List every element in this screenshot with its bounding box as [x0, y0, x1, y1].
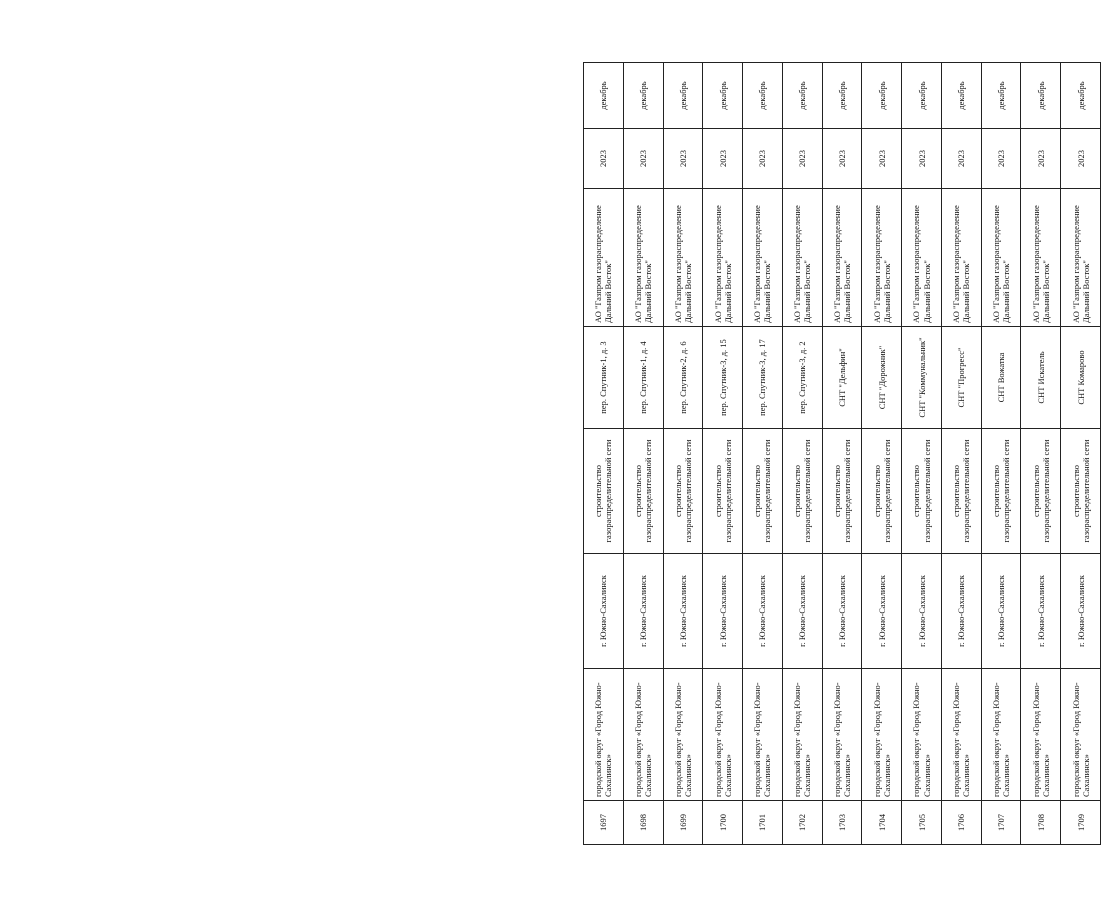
table-row: [782, 63, 822, 845]
municipality-cell: городской округ «Город Южно-Сахалинск»: [981, 669, 1021, 801]
month-cell: декабрь: [703, 63, 743, 129]
organization-cell: АО "Газпром газораспределение Дальний Восток": [663, 189, 703, 327]
city-cell: г. Южно-Сахалинск: [623, 554, 663, 669]
year-cell: 2023: [862, 129, 902, 189]
address-cell: пер. Спутник-3, д. 2: [782, 327, 822, 429]
row-number: 1702: [782, 801, 822, 845]
table-row: [663, 63, 703, 845]
month-cell: декабрь: [743, 63, 783, 129]
address-cell: СНТ "Дорожник": [862, 327, 902, 429]
row-number: 1700: [703, 801, 743, 845]
table-row: [862, 63, 902, 845]
address-cell: СНТ Комарово: [1061, 327, 1101, 429]
address-cell: СНТ Вожатка: [981, 327, 1021, 429]
row-number: 1709: [1061, 801, 1101, 845]
city-cell: г. Южно-Сахалинск: [584, 554, 624, 669]
address-cell: СНТ "Прогресс": [941, 327, 981, 429]
organization-cell: АО "Газпром газораспределение Дальний Восток": [623, 189, 663, 327]
address-cell: СНТ Искатель: [1021, 327, 1061, 429]
work-type-cell: строительство газораспределительной сети: [941, 429, 981, 554]
municipality-cell: городской округ «Город Южно-Сахалинск»: [584, 669, 624, 801]
table-row: [623, 63, 663, 845]
table-row: [743, 63, 783, 845]
gasification-schedule-table: [583, 62, 1101, 845]
city-cell: г. Южно-Сахалинск: [663, 554, 703, 669]
organization-cell: АО "Газпром газораспределение Дальний Восток": [941, 189, 981, 327]
municipality-cell: городской округ «Город Южно-Сахалинск»: [1061, 669, 1101, 801]
row-number: 1708: [1021, 801, 1061, 845]
row-number: 1706: [941, 801, 981, 845]
work-type-cell: строительство газораспределительной сети: [663, 429, 703, 554]
organization-cell: АО "Газпром газораспределение Дальний Восток": [782, 189, 822, 327]
work-type-cell: строительство газораспределительной сети: [981, 429, 1021, 554]
month-cell: декабрь: [822, 63, 862, 129]
year-cell: 2023: [1021, 129, 1061, 189]
month-cell: декабрь: [663, 63, 703, 129]
address-cell: пер. Спутник-3, д. 15: [703, 327, 743, 429]
work-type-cell: строительство газораспределительной сети: [782, 429, 822, 554]
organization-cell: АО "Газпром газораспределение Дальний Восток": [981, 189, 1021, 327]
city-cell: г. Южно-Сахалинск: [862, 554, 902, 669]
work-type-cell: строительство газораспределительной сети: [1061, 429, 1101, 554]
work-type-cell: строительство газораспределительной сети: [822, 429, 862, 554]
address-cell: пер. Спутник-2, д. 6: [663, 327, 703, 429]
work-type-cell: строительство газораспределительной сети: [902, 429, 942, 554]
year-cell: 2023: [782, 129, 822, 189]
table-row: [981, 63, 1021, 845]
city-cell: г. Южно-Сахалинск: [703, 554, 743, 669]
address-cell: пер. Спутник-1, д. 4: [623, 327, 663, 429]
row-number: 1697: [584, 801, 624, 845]
organization-cell: АО "Газпром газораспределение Дальний Восток": [743, 189, 783, 327]
municipality-cell: городской округ «Город Южно-Сахалинск»: [1021, 669, 1061, 801]
month-cell: декабрь: [941, 63, 981, 129]
table-row: [584, 63, 624, 845]
table-row: [1061, 63, 1101, 845]
month-cell: декабрь: [1021, 63, 1061, 129]
year-cell: 2023: [584, 129, 624, 189]
table-body: [584, 63, 1101, 845]
row-number: 1704: [862, 801, 902, 845]
municipality-cell: городской округ «Город Южно-Сахалинск»: [743, 669, 783, 801]
year-cell: 2023: [902, 129, 942, 189]
city-cell: г. Южно-Сахалинск: [1061, 554, 1101, 669]
city-cell: г. Южно-Сахалинск: [1021, 554, 1061, 669]
row-number: 1705: [902, 801, 942, 845]
work-type-cell: строительство газораспределительной сети: [584, 429, 624, 554]
year-cell: 2023: [663, 129, 703, 189]
city-cell: г. Южно-Сахалинск: [822, 554, 862, 669]
municipality-cell: городской округ «Город Южно-Сахалинск»: [663, 669, 703, 801]
work-type-cell: строительство газораспределительной сети: [862, 429, 902, 554]
table-row: [941, 63, 981, 845]
municipality-cell: городской округ «Город Южно-Сахалинск»: [941, 669, 981, 801]
organization-cell: АО "Газпром газораспределение Дальний Восток": [584, 189, 624, 327]
organization-cell: АО "Газпром газораспределение Дальний Восток": [902, 189, 942, 327]
address-cell: СНТ "Дельфин": [822, 327, 862, 429]
address-cell: пер. Спутник-1, д. 3: [584, 327, 624, 429]
city-cell: г. Южно-Сахалинск: [743, 554, 783, 669]
work-type-cell: строительство газораспределительной сети: [1021, 429, 1061, 554]
municipality-cell: городской округ «Город Южно-Сахалинск»: [822, 669, 862, 801]
organization-cell: АО "Газпром газораспределение Дальний Восток": [1021, 189, 1061, 327]
year-cell: 2023: [981, 129, 1021, 189]
municipality-cell: городской округ «Город Южно-Сахалинск»: [902, 669, 942, 801]
organization-cell: АО "Газпром газораспределение Дальний Восток": [703, 189, 743, 327]
address-cell: СНТ "Коммунальник": [902, 327, 942, 429]
city-cell: г. Южно-Сахалинск: [902, 554, 942, 669]
month-cell: декабрь: [1061, 63, 1101, 129]
table-row: [703, 63, 743, 845]
organization-cell: АО "Газпром газораспределение Дальний Восток": [822, 189, 862, 327]
year-cell: 2023: [703, 129, 743, 189]
row-number: 1703: [822, 801, 862, 845]
row-number: 1707: [981, 801, 1021, 845]
month-cell: декабрь: [623, 63, 663, 129]
city-cell: г. Южно-Сахалинск: [782, 554, 822, 669]
municipality-cell: городской округ «Город Южно-Сахалинск»: [782, 669, 822, 801]
month-cell: декабрь: [862, 63, 902, 129]
row-number: 1698: [623, 801, 663, 845]
municipality-cell: городской округ «Город Южно-Сахалинск»: [623, 669, 663, 801]
organization-cell: АО "Газпром газораспределение Дальний Восток": [1061, 189, 1101, 327]
year-cell: 2023: [941, 129, 981, 189]
address-cell: пер. Спутник-3, д. 17: [743, 327, 783, 429]
organization-cell: АО "Газпром газораспределение Дальний Восток": [862, 189, 902, 327]
row-number: 1699: [663, 801, 703, 845]
year-cell: 2023: [822, 129, 862, 189]
table-row: [1021, 63, 1061, 845]
municipality-cell: городской округ «Город Южно-Сахалинск»: [703, 669, 743, 801]
month-cell: декабрь: [782, 63, 822, 129]
month-cell: декабрь: [902, 63, 942, 129]
work-type-cell: строительство газораспределительной сети: [623, 429, 663, 554]
city-cell: г. Южно-Сахалинск: [941, 554, 981, 669]
row-number: 1701: [743, 801, 783, 845]
work-type-cell: строительство газораспределительной сети: [743, 429, 783, 554]
month-cell: декабрь: [981, 63, 1021, 129]
year-cell: 2023: [623, 129, 663, 189]
municipality-cell: городской округ «Город Южно-Сахалинск»: [862, 669, 902, 801]
rotated-document-page: [583, 63, 1101, 845]
table-row: [902, 63, 942, 845]
table-row: [822, 63, 862, 845]
year-cell: 2023: [1061, 129, 1101, 189]
city-cell: г. Южно-Сахалинск: [981, 554, 1021, 669]
year-cell: 2023: [743, 129, 783, 189]
work-type-cell: строительство газораспределительной сети: [703, 429, 743, 554]
month-cell: декабрь: [584, 63, 624, 129]
